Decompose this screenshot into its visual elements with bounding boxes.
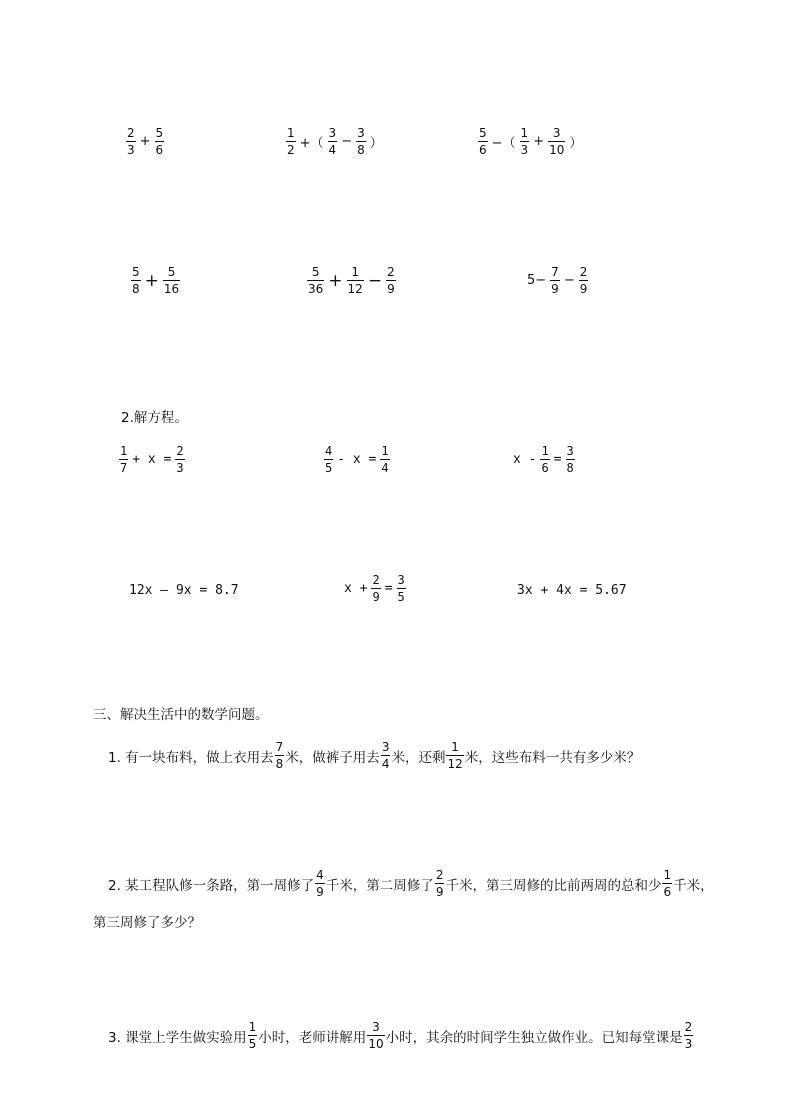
fraction: $\frac{2}{9}$ [579,265,588,296]
expr-r2-2: $\frac{5}{36}$ + $\frac{1}{12}$ − $\frac{2}{9}$ [308,265,395,296]
equation-4: 12x — 9x = 8.7 [129,583,239,598]
fraction: $\frac{5}{16}$ [163,265,180,296]
fraction: $\frac{1}{12}$ [347,265,363,296]
expr-r1-2: $\frac{1}{2}$ +（ $\frac{3}{4}$ − $\frac{3}{8}$ ） [287,126,383,157]
fraction: $\frac{2}{9}$ [372,573,380,604]
section-heading-word-problems: 三、解决生活中的数学问题。 [93,707,269,723]
fraction: $\frac{7}{9}$ [551,265,559,296]
fraction: $\frac{5}{36}$ [308,265,324,296]
fraction: $\frac{1}{6}$ [663,868,672,899]
fraction: $\frac{2}{3}$ [127,126,135,157]
expr-r2-1: $\frac{5}{8}$ + $\frac{5}{16}$ [132,265,180,296]
expr-r2-3: 5− $\frac{7}{9}$ − $\frac{2}{9}$ [527,265,588,296]
equation-3: x - $\frac{1}{6}$ = $\frac{3}{8}$ [513,444,574,475]
equation-5: x + $\frac{2}{9}$ = $\frac{3}{5}$ [344,573,405,604]
fraction: $\frac{3}{10}$ [368,1020,384,1051]
fraction: $\frac{3}{8}$ [357,126,365,157]
fraction: $\frac{2}{9}$ [435,868,444,899]
expr-r1-3: $\frac{5}{6}$ −（ $\frac{1}{3}$ + $\frac{3}{10}$ ） [479,126,583,157]
fraction: $\frac{3}{4}$ [381,740,390,771]
equation-6: 3x + 4x = 5.67 [517,583,627,598]
fraction: $\frac{4}{9}$ [316,868,324,899]
section-heading-equations: 2.解方程。 [121,410,188,426]
question-2: 2. 某工程队修一条路，第一周修了 $\frac{4}{9}$ 千米，第二周修了 $\frac{2}{9}$ 千米，第三周修的比前两周的总和少 $\frac{1}{6}$ 千米， [108,868,714,899]
fraction: $\frac{2}{3}$ [684,1020,693,1051]
fraction: $\frac{5}{8}$ [132,265,140,296]
fraction: $\frac{3}{4}$ [328,126,337,157]
question-3: 3. 课堂上学生做实验用 $\frac{1}{5}$ 小时，老师讲解用 $\frac{3}{10}$ 小时，其余的时间学生独立做作业。已知每堂课是 $\frac{2}{3}$ [108,1020,693,1051]
fraction: $\frac{3}{5}$ [397,573,405,604]
fraction: $\frac{1}{2}$ [287,126,295,157]
equation-1: $\frac{1}{7}$ + x = $\frac{2}{3}$ [120,444,184,475]
fraction: $\frac{1}{12}$ [447,740,463,771]
fraction: $\frac{4}{5}$ [325,444,333,475]
equation-2: $\frac{4}{5}$ - x = $\frac{1}{4}$ [325,444,389,475]
fraction: $\frac{1}{7}$ [120,444,128,475]
fraction: $\frac{3}{8}$ [566,444,574,475]
expr-r1-1: $\frac{2}{3}$ + $\frac{5}{6}$ [127,126,164,157]
fraction: $\frac{2}{9}$ [387,265,395,296]
question-2-line-2: 第三周修了多少？ [93,915,201,931]
fraction: $\frac{2}{3}$ [176,444,184,475]
question-1: 1. 有一块布料，做上衣用去 $\frac{7}{8}$ 米，做裤子用去 $\frac{3}{4}$ 米，还剩 $\frac{1}{12}$ 米，这些布料一共有多少米？ [108,740,641,771]
fraction: $\frac{7}{8}$ [275,740,284,771]
fraction: $\frac{5}{6}$ [479,126,487,157]
fraction: $\frac{5}{6}$ [155,126,164,157]
fraction: $\frac{1}{5}$ [248,1020,257,1051]
fraction: $\frac{3}{10}$ [549,126,565,157]
fraction: $\frac{1}{6}$ [541,444,549,475]
fraction: $\frac{1}{4}$ [381,444,389,475]
fraction: $\frac{1}{3}$ [520,126,529,157]
